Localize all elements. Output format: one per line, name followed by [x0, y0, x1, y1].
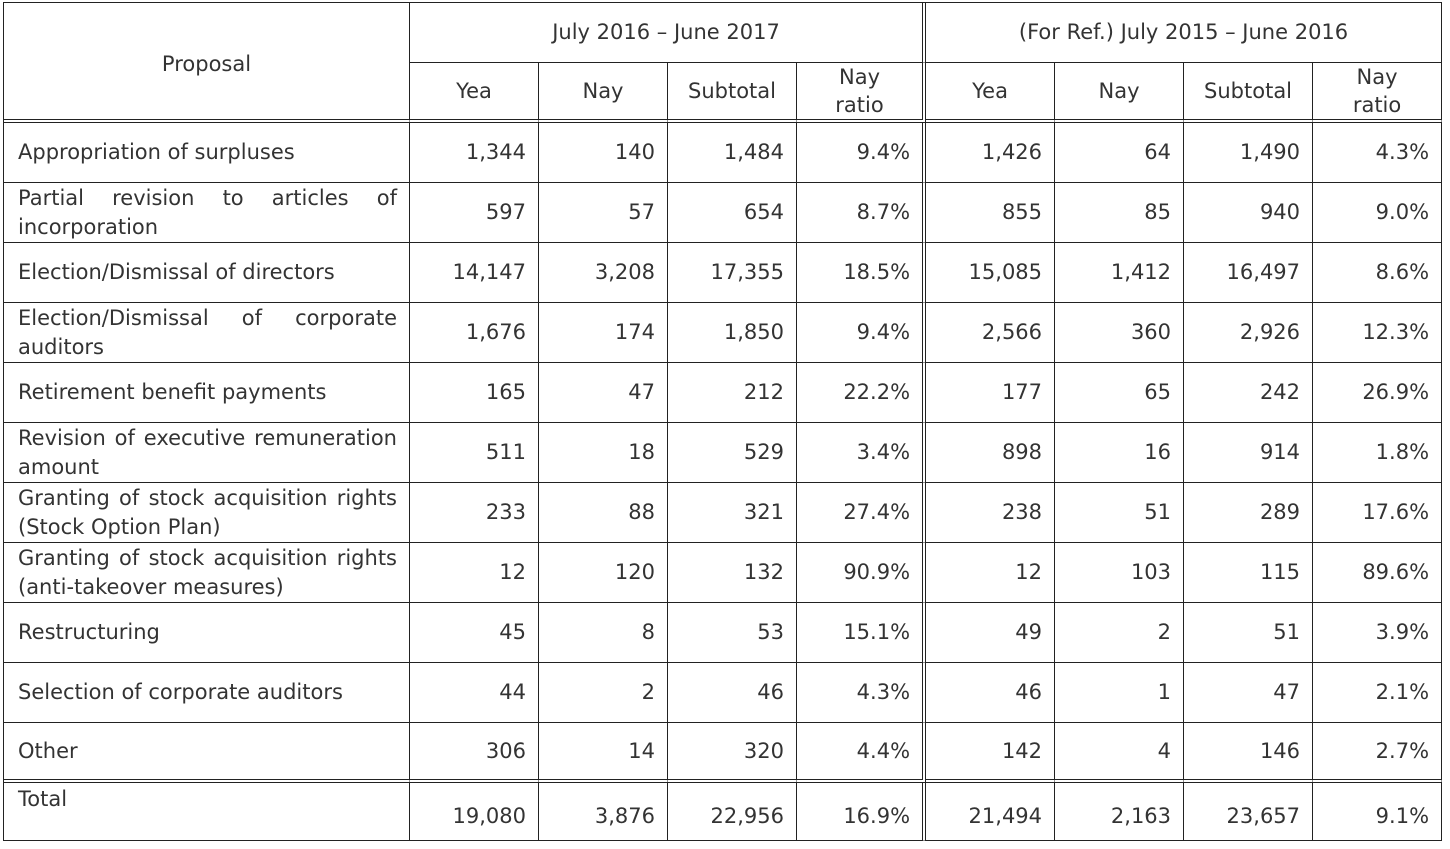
current-nay-ratio-cell: 3.4% [797, 423, 926, 483]
current-nay-ratio-cell: 18.5% [797, 243, 926, 303]
reference-yea-cell: 898 [926, 423, 1055, 483]
current-nay-cell: 3,208 [539, 243, 668, 303]
reference-nay-ratio-cell: 3.9% [1313, 603, 1442, 663]
reference-nay-ratio-cell: 17.6% [1313, 483, 1442, 543]
reference-nay-cell: 51 [1055, 483, 1184, 543]
reference-yea-cell: 1,426 [926, 123, 1055, 183]
current-yea-cell: 597 [410, 183, 539, 243]
reference-nay-ratio-cell: 8.6% [1313, 243, 1442, 303]
table-row [4, 483, 1442, 543]
current-nay-cell: 3,876 [539, 783, 668, 841]
reference-subtotal-cell: 115 [1184, 543, 1313, 603]
current-nay-ratio-cell: 90.9% [797, 543, 926, 603]
current-subtotal-cell: 22,956 [668, 783, 797, 841]
reference-subtotal-cell: 940 [1184, 183, 1313, 243]
current-yea-cell: 1,344 [410, 123, 539, 183]
current-subtotal-cell: 132 [668, 543, 797, 603]
reference-subtotal-cell: 23,657 [1184, 783, 1313, 841]
period-reference-header: (For Ref.) July 2015 – June 2016 [926, 3, 1442, 63]
table-row [4, 423, 1442, 483]
period-current-header: July 2016 – June 2017 [410, 3, 926, 63]
current-yea-cell: 45 [410, 603, 539, 663]
reference-nay-ratio-cell: 9.1% [1313, 783, 1442, 841]
current-yea-cell: 165 [410, 363, 539, 423]
current-nay-cell: 88 [539, 483, 668, 543]
current-nay-cell: 14 [539, 723, 668, 783]
current-nay-ratio-cell: 16.9% [797, 783, 926, 841]
current-yea-cell: 511 [410, 423, 539, 483]
proposal-cell: Granting of stock acquisition rights (Stock Option Plan) [4, 483, 410, 543]
reference-nay-cell: 2,163 [1055, 783, 1184, 841]
current-nay-header: Nay [539, 63, 668, 123]
proposal-cell: Partial revision to articles of incorporation [4, 183, 410, 243]
reference-yea-cell: 142 [926, 723, 1055, 783]
current-nay-ratio-cell: 8.7% [797, 183, 926, 243]
proposal-cell: Revision of executive remuneration amount [4, 423, 410, 483]
header-row-periods [4, 3, 1442, 63]
reference-nay-cell: 64 [1055, 123, 1184, 183]
reference-nay-ratio-cell: 2.1% [1313, 663, 1442, 723]
reference-yea-cell: 855 [926, 183, 1055, 243]
current-nay-ratio-cell: 15.1% [797, 603, 926, 663]
reference-subtotal-cell: 2,926 [1184, 303, 1313, 363]
voting-results-table [3, 2, 1442, 841]
reference-yea-cell: 177 [926, 363, 1055, 423]
reference-nay-cell: 1,412 [1055, 243, 1184, 303]
current-nay-cell: 2 [539, 663, 668, 723]
proposal-cell: Appropriation of surpluses [4, 123, 410, 183]
table-body [4, 123, 1442, 841]
reference-nay-cell: 16 [1055, 423, 1184, 483]
reference-nay-cell: 2 [1055, 603, 1184, 663]
reference-nay-ratio-cell: 9.0% [1313, 183, 1442, 243]
current-subtotal-cell: 17,355 [668, 243, 797, 303]
current-nay-cell: 174 [539, 303, 668, 363]
reference-nay-ratio-cell: 4.3% [1313, 123, 1442, 183]
reference-nay-cell: 1 [1055, 663, 1184, 723]
reference-subtotal-cell: 51 [1184, 603, 1313, 663]
current-subtotal-cell: 46 [668, 663, 797, 723]
reference-yea-cell: 238 [926, 483, 1055, 543]
current-subtotal-cell: 529 [668, 423, 797, 483]
current-nay-cell: 8 [539, 603, 668, 663]
reference-nay-ratio-cell: 2.7% [1313, 723, 1442, 783]
reference-yea-cell: 12 [926, 543, 1055, 603]
proposal-cell: Election/Dismissal of directors [4, 243, 410, 303]
current-subtotal-cell: 320 [668, 723, 797, 783]
table-row [4, 723, 1442, 783]
reference-nay-cell: 103 [1055, 543, 1184, 603]
proposal-cell: Selection of corporate auditors [4, 663, 410, 723]
table-row [4, 543, 1442, 603]
reference-nay-cell: 4 [1055, 723, 1184, 783]
current-subtotal-cell: 53 [668, 603, 797, 663]
reference-nay-cell: 360 [1055, 303, 1184, 363]
total-label: Total [4, 783, 410, 841]
current-subtotal-cell: 321 [668, 483, 797, 543]
table-row [4, 663, 1442, 723]
reference-nay-cell: 85 [1055, 183, 1184, 243]
proposal-cell: Restructuring [4, 603, 410, 663]
current-yea-cell: 306 [410, 723, 539, 783]
reference-subtotal-cell: 146 [1184, 723, 1313, 783]
current-nay-ratio-cell: 9.4% [797, 123, 926, 183]
table-row [4, 123, 1442, 183]
current-yea-cell: 233 [410, 483, 539, 543]
current-nay-ratio-cell: 4.3% [797, 663, 926, 723]
current-nay-ratio-cell: 9.4% [797, 303, 926, 363]
reference-nay-ratio-cell: 1.8% [1313, 423, 1442, 483]
current-yea-cell: 44 [410, 663, 539, 723]
reference-yea-cell: 21,494 [926, 783, 1055, 841]
table-row [4, 363, 1442, 423]
current-nay-cell: 120 [539, 543, 668, 603]
current-subtotal-cell: 1,484 [668, 123, 797, 183]
current-yea-cell: 1,676 [410, 303, 539, 363]
current-subtotal-header: Subtotal [668, 63, 797, 123]
reference-subtotal-cell: 16,497 [1184, 243, 1313, 303]
reference-subtotal-cell: 1,490 [1184, 123, 1313, 183]
reference-nay-header: Nay [1055, 63, 1184, 123]
proposal-cell: Election/Dismissal of corporate auditors [4, 303, 410, 363]
reference-yea-cell: 49 [926, 603, 1055, 663]
reference-yea-cell: 2,566 [926, 303, 1055, 363]
current-yea-cell: 12 [410, 543, 539, 603]
reference-yea-header: Yea [926, 63, 1055, 123]
current-nay-cell: 47 [539, 363, 668, 423]
current-nay-ratio-cell: 27.4% [797, 483, 926, 543]
reference-nay-ratio-cell: 26.9% [1313, 363, 1442, 423]
reference-nay-ratio-cell: 12.3% [1313, 303, 1442, 363]
current-nay-ratio-header: Nay ratio [797, 63, 926, 123]
current-subtotal-cell: 654 [668, 183, 797, 243]
reference-subtotal-cell: 289 [1184, 483, 1313, 543]
reference-subtotal-cell: 47 [1184, 663, 1313, 723]
current-nay-cell: 57 [539, 183, 668, 243]
reference-yea-cell: 15,085 [926, 243, 1055, 303]
table-header [4, 3, 1442, 123]
current-yea-cell: 14,147 [410, 243, 539, 303]
table-row [4, 183, 1442, 243]
reference-subtotal-header: Subtotal [1184, 63, 1313, 123]
reference-nay-ratio-header: Nay ratio [1313, 63, 1442, 123]
current-yea-cell: 19,080 [410, 783, 539, 841]
table-row [4, 603, 1442, 663]
total-row [4, 783, 1442, 841]
reference-nay-ratio-cell: 89.6% [1313, 543, 1442, 603]
proposal-cell: Other [4, 723, 410, 783]
current-subtotal-cell: 1,850 [668, 303, 797, 363]
proposal-cell: Retirement benefit payments [4, 363, 410, 423]
proposal-cell: Granting of stock acquisition rights (anti-takeover measures) [4, 543, 410, 603]
proposal-header: Proposal [4, 3, 410, 123]
current-nay-cell: 18 [539, 423, 668, 483]
current-nay-cell: 140 [539, 123, 668, 183]
voting-results-table-container [3, 2, 1442, 841]
reference-nay-cell: 65 [1055, 363, 1184, 423]
current-nay-ratio-cell: 4.4% [797, 723, 926, 783]
reference-subtotal-cell: 242 [1184, 363, 1313, 423]
table-row [4, 243, 1442, 303]
reference-subtotal-cell: 914 [1184, 423, 1313, 483]
current-subtotal-cell: 212 [668, 363, 797, 423]
reference-yea-cell: 46 [926, 663, 1055, 723]
current-nay-ratio-cell: 22.2% [797, 363, 926, 423]
current-yea-header: Yea [410, 63, 539, 123]
table-row [4, 303, 1442, 363]
